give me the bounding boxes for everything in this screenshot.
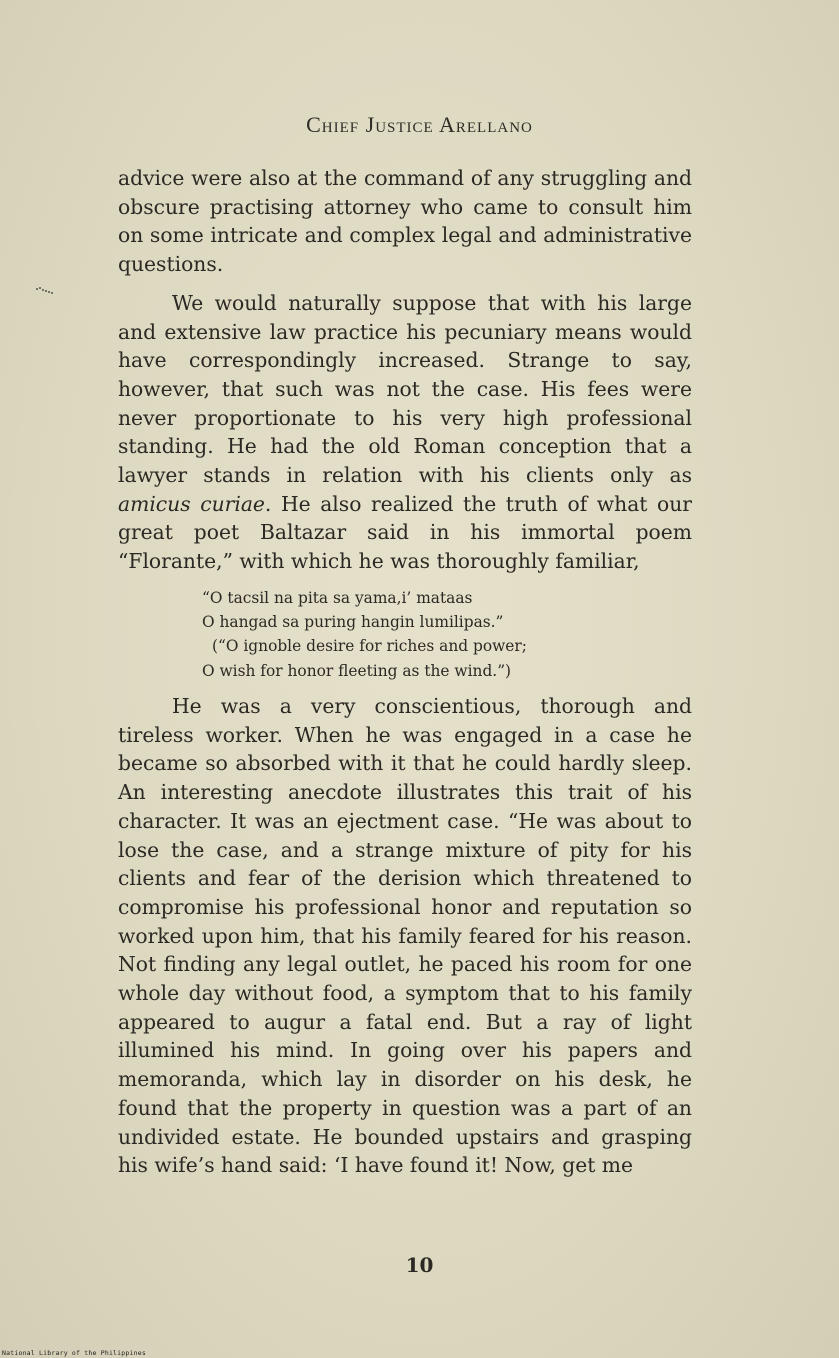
library-footer: National Library of the Philippines bbox=[2, 1349, 146, 1357]
paragraph-3: He was a very conscientious, thorough and tireless worker. When he was engaged in a case he became so absorbed with it that he could hardly sleep. An interesting anecdote illustrates this trait of his character. It was an ejectment case. “He was about to lose the case, and a strange mixture of pity for his clients and fear of the derision which threatened to compromise his professional honor and reputation so worked upon him, that his family feared for his reason. Not finding any legal outlet, he paced his room for one whole day without food, a symptom that to his family appeared to augur a fatal end. But a ray of light illumined his mind. In going over his papers and memoranda, which lay in disorder on his desk, he found that the property in question was a part of an undivided estate. He bounded upstairs and grasping his wife’s hand said: ‘I have found it! Now, get me bbox=[118, 694, 692, 1178]
page-number: 10 bbox=[405, 1253, 434, 1277]
running-head: Chief Justice Arellano bbox=[306, 112, 533, 137]
paragraph-2-start: We would naturally suppose that with his large and extensive law practice his pecuniary means would have correspondingly increased. Strange to say, however, that such was not the case. His fees were never proportionate to his very high professional standing. He had the old Roman conception that a lawyer stands in relation with his clients only as bbox=[118, 290, 692, 488]
poem-line-2: O hangad sa puring hangin lumilipas.” bbox=[202, 613, 504, 632]
ink-speck bbox=[36, 287, 54, 295]
emphasis-amicus-curiae: amicus curiae bbox=[118, 491, 265, 516]
poem-translation-line-1: (“O ignoble desire for riches and power; bbox=[212, 637, 527, 656]
poem-line-1: “O tacsil na pita sa yama,i’ mataas bbox=[202, 588, 473, 607]
paragraph-1: advice were also at the command of any struggling and obscure practising attorney who came to consult him on some intricate and complex legal and administrative questions. bbox=[118, 166, 692, 277]
paragraph-2 bbox=[118, 289, 692, 576]
paragraph-2-end: . He also realized the truth of what our great poet Baltazar said in his immortal poem “Florante,” with which he was thoroughly familiar, bbox=[118, 491, 692, 574]
poem-quotation bbox=[118, 586, 692, 683]
poem-translation-line-2: O wish for honor fleeting as the wind.”) bbox=[202, 661, 512, 680]
body-text bbox=[118, 164, 692, 1180]
